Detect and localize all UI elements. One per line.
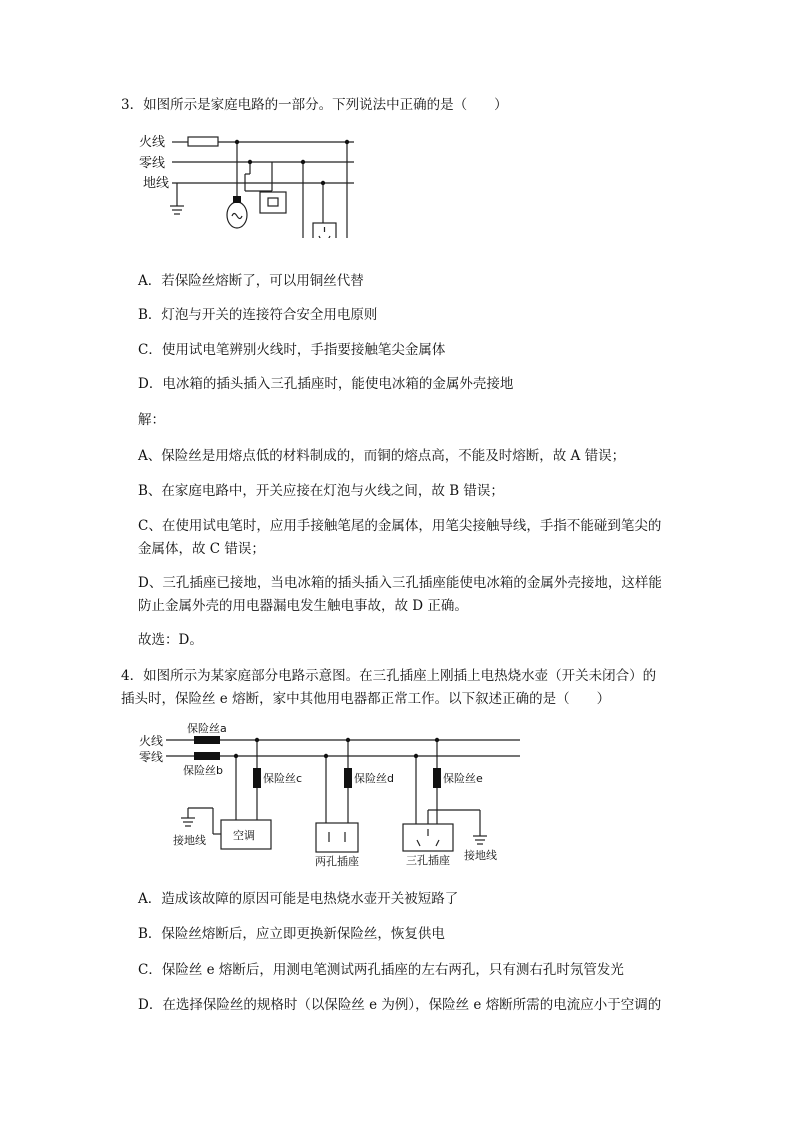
q3-switch-icon (260, 192, 286, 213)
q4-fuse-e-icon (433, 768, 441, 788)
q4-circuit-diagram (130, 718, 530, 868)
q3-solution-line: C、在使用试电笔时，应用手接触笔尾的金属体，用笔尖接触导线，手指不能碰到笔尖的 (138, 518, 662, 534)
q3-circuit-diagram (130, 128, 370, 238)
q4-two-hole-label: 两孔插座 (315, 855, 359, 868)
q4-three-hole-label: 三孔插座 (406, 854, 450, 867)
q3-solution-line: D、三孔插座已接地，当电冰箱的插头插入三孔插座能使电冰箱的金属外壳接地，这样能 (138, 575, 662, 591)
q3-solution-line: 金属体，故 C 错误； (138, 541, 265, 557)
q4-option-b: B．保险丝熔断后，应立即更换新保险丝，恢复供电 (138, 926, 445, 942)
q4-ground-right-label: 接地线 (464, 849, 497, 862)
q3-solution-line: 防止金属外壳的用电器漏电发生触电事故，故 D 正确。 (138, 598, 468, 614)
q4-three-hole-socket-icon (403, 824, 453, 851)
q3-answer: 故选：D。 (138, 632, 203, 648)
q3-live-label: 火线 (139, 135, 166, 150)
q3-stem: 3．如图所示是家庭电路的一部分。下列说法中正确的是（ ） (121, 97, 508, 113)
q4-fuse-d-icon (344, 768, 352, 788)
q4-fuse-b-icon (194, 752, 220, 760)
q3-option-c: C．使用试电笔辨别火线时，手指要接触笔尖金属体 (138, 342, 446, 358)
q3-ground-label: 地线 (143, 176, 170, 191)
q4-fuse-e-label: 保险丝e (443, 772, 483, 785)
q4-fuse-d-label: 保险丝d (354, 772, 394, 785)
q4-fuse-c-icon (253, 768, 261, 788)
q4-fuse-c-label: 保险丝c (263, 772, 303, 785)
q3-solution-line: A、保险丝是用熔点低的材料制成的，而铜的熔点高，不能及时熔断，故 A 错误； (138, 448, 626, 464)
q3-fuse-icon (188, 137, 218, 146)
q4-stem-line2: 插头时，保险丝 e 熔断，家中其他用电器都正常工作。以下叙述正确的是（ ） (121, 691, 611, 707)
q4-two-hole-socket-icon (316, 823, 358, 852)
q4-fuse-a-icon (194, 736, 220, 744)
q4-fuse-b-label: 保险丝b (183, 764, 223, 777)
q4-option-d: D．在选择保险丝的规格时（以保险丝 e 为例），保险丝 e 熔断所需的电流应小于空调的 (138, 997, 662, 1013)
q4-live-label: 火线 (139, 734, 164, 748)
q4-stem-line1: 4．如图所示为某家庭部分电路示意图。在三孔插座上刚插上电热烧水壶（开关未闭合）的 (121, 668, 657, 684)
q3-option-a: A．若保险丝熔断了，可以用铜丝代替 (138, 273, 364, 289)
q4-option-a: A．造成该故障的原因可能是电热烧水壶开关被短路了 (138, 891, 459, 907)
q3-option-d: D．电冰箱的插头插入三孔插座时，能使电冰箱的金属外壳接地 (138, 376, 514, 392)
q4-neutral-label: 零线 (139, 750, 164, 764)
q4-aircon-label: 空调 (233, 829, 255, 842)
q3-bulb-icon (227, 196, 247, 228)
q4-ground-left-label: 接地线 (173, 834, 206, 847)
q3-neutral-label: 零线 (139, 156, 166, 171)
q3-solution-line: B、在家庭电路中，开关应接在灯泡与火线之间，故 B 错误； (138, 483, 504, 499)
q3-three-hole-socket-icon (313, 223, 336, 238)
q3-option-b: B．灯泡与开关的连接符合安全用电原则 (138, 307, 378, 323)
q3-solution-label: 解： (138, 412, 165, 428)
q4-fuse-a-label: 保险丝a (187, 722, 227, 735)
q4-option-c: C．保险丝 e 熔断后，用测电笔测试两孔插座的左右两孔，只有测右孔时氖管发光 (138, 962, 624, 978)
